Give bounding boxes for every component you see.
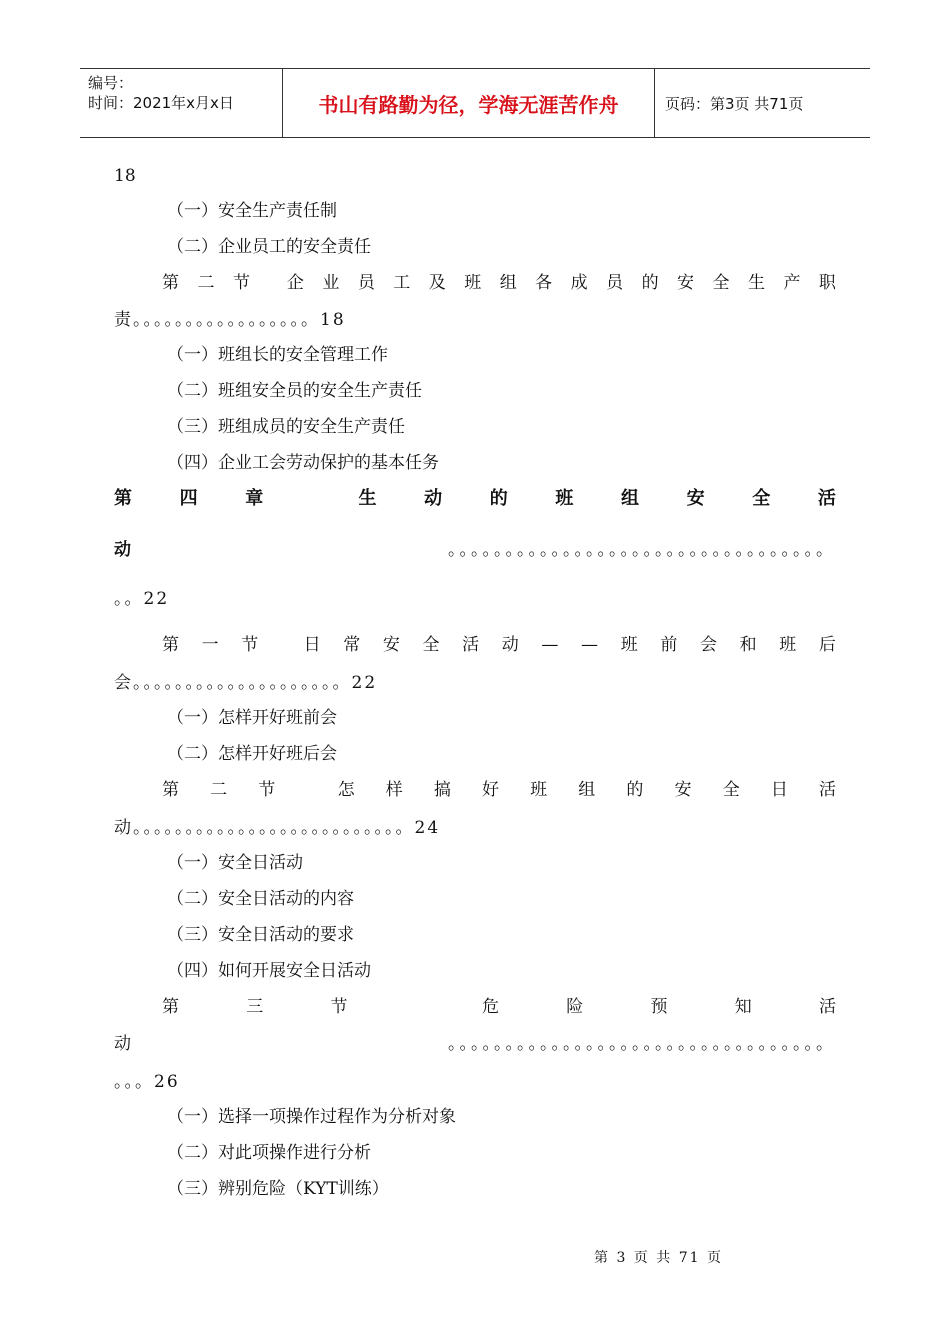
- heading-char: 组: [578, 780, 596, 800]
- toc-section-continuation-head: 动: [114, 1034, 131, 1054]
- heading-char: 日: [303, 635, 321, 655]
- heading-char: 第: [114, 488, 132, 509]
- heading-char: 搞: [433, 780, 451, 800]
- toc-chapter-continuation-head: 动: [114, 540, 131, 560]
- heading-char: 险: [566, 997, 584, 1017]
- heading-char: 班: [464, 273, 482, 293]
- heading-char: 产: [783, 273, 801, 293]
- heading-char: 及: [428, 273, 446, 293]
- heading-char: 会: [699, 635, 717, 655]
- heading-char: 二: [197, 273, 215, 293]
- heading-char: 后: [818, 635, 836, 655]
- heading-char: 企: [286, 273, 304, 293]
- heading-char: 活: [462, 635, 480, 655]
- toc-section-continuation: [114, 1033, 836, 1055]
- toc-item: （二）怎样开好班后会: [167, 744, 337, 764]
- heading-char: 班: [620, 635, 638, 655]
- toc-item: （一）选择一项操作过程作为分析对象: [167, 1107, 456, 1127]
- toc-item: （三）班组成员的安全生产责任: [167, 417, 405, 437]
- heading-char: 活: [819, 997, 836, 1017]
- toc-item: （一）安全日活动: [167, 853, 303, 873]
- heading-char: 好: [481, 780, 499, 800]
- heading-char: 节: [232, 273, 250, 293]
- toc-item: （三）辨别危险（KYT训练）: [167, 1179, 389, 1199]
- heading-char: 动: [424, 488, 443, 509]
- heading-char: —: [541, 635, 559, 655]
- heading-char: 职: [818, 273, 836, 293]
- heading-char: 活: [818, 780, 836, 800]
- toc-item: （三）安全日活动的要求: [167, 925, 354, 945]
- toc-leader-dots: 。。。。。。。。。。。。。。。。。。。。。。。。。。。。。。。。。: [448, 1034, 836, 1054]
- heading-char: 第: [162, 997, 179, 1017]
- toc-item: （二）安全日活动的内容: [167, 889, 354, 909]
- heading-char: 第: [162, 273, 179, 293]
- heading-char: 和: [739, 635, 757, 655]
- heading-char: 员: [606, 273, 624, 293]
- heading-char: 动: [501, 635, 519, 655]
- toc-chapter-heading: [114, 488, 836, 510]
- heading-char: 一: [201, 635, 219, 655]
- heading-char: 成: [570, 273, 588, 293]
- heading-char: 班: [779, 635, 797, 655]
- heading-char: 节: [330, 997, 348, 1017]
- heading-char: 章: [245, 488, 264, 509]
- heading-char: 班: [530, 780, 548, 800]
- heading-char: 知: [734, 997, 752, 1017]
- toc-item: （一）班组长的安全管理工作: [167, 345, 388, 365]
- heading-char: 全: [752, 488, 771, 509]
- heading-char: 安: [677, 273, 695, 293]
- heading-char: 第: [162, 635, 179, 655]
- heading-char: 危: [482, 997, 499, 1017]
- toc-page-ref: 。。。26: [114, 1072, 180, 1092]
- heading-char: 常: [343, 635, 361, 655]
- heading-char: 全: [712, 273, 730, 293]
- heading-char: 的: [641, 273, 659, 293]
- toc-item: （二）企业员工的安全责任: [167, 237, 371, 257]
- toc-item: （一）怎样开好班前会: [167, 708, 337, 728]
- heading-char: 组: [621, 488, 639, 509]
- heading-char: 节: [241, 635, 259, 655]
- heading-char: 日: [770, 780, 788, 800]
- heading-char: 怎: [337, 780, 355, 800]
- toc-section-continuation: 动。。。。。。。。。。。。。。。。。。。。。。。。。。24: [114, 818, 441, 838]
- page-footer: 第 3 页 共 71 页: [594, 1250, 723, 1266]
- toc-section-continuation: 责。。。。。。。。。。。。。。。。。18: [114, 310, 346, 330]
- toc-section-heading: [162, 634, 836, 656]
- page-header: [80, 68, 870, 138]
- heading-char: 生: [747, 273, 765, 293]
- toc-section-heading: [162, 272, 836, 294]
- heading-char: 全: [722, 780, 740, 800]
- header-meta: [80, 69, 282, 137]
- heading-char: 各: [535, 273, 553, 293]
- heading-char: 安: [686, 488, 705, 509]
- heading-char: 员: [357, 273, 375, 293]
- heading-char: 三: [246, 997, 264, 1017]
- heading-char: 第: [162, 780, 179, 800]
- header-motto: 书山有路勤为径，学海无涯苦作舟: [282, 69, 655, 137]
- toc-item: （一）安全生产责任制: [167, 201, 337, 221]
- heading-char: 四: [179, 488, 198, 509]
- heading-char: 的: [626, 780, 644, 800]
- toc-page-ref: 。。22: [114, 589, 170, 609]
- toc-item: （二）对此项操作进行分析: [167, 1143, 371, 1163]
- heading-char: 安: [382, 635, 400, 655]
- toc-chapter-continuation: [114, 539, 836, 561]
- heading-char: 组: [499, 273, 517, 293]
- heading-char: 班: [555, 488, 574, 509]
- heading-char: 安: [674, 780, 692, 800]
- heading-char: 样: [385, 780, 403, 800]
- document-time-label: 时间：2021年x月x日: [88, 94, 234, 112]
- heading-char: 预: [650, 997, 668, 1017]
- document-number-label: 编号：: [88, 74, 134, 92]
- toc-item: （二）班组安全员的安全生产责任: [167, 381, 422, 401]
- heading-char: —: [581, 635, 599, 655]
- heading-char: 全: [422, 635, 440, 655]
- heading-char: 活: [817, 488, 836, 509]
- heading-char: 节: [258, 780, 276, 800]
- heading-char: 的: [489, 488, 508, 509]
- heading-char: 前: [660, 635, 678, 655]
- heading-char: 业: [322, 273, 340, 293]
- toc-section-continuation: 会。。。。。。。。。。。。。。。。。。。。22: [114, 673, 378, 693]
- toc-line-page-ref: 18: [114, 166, 136, 186]
- heading-char: 工: [393, 273, 411, 293]
- heading-char: 二: [210, 780, 228, 800]
- header-page-number: 页码：第3页 共71页: [665, 94, 804, 113]
- toc-leader-dots: 。。。。。。。。。。。。。。。。。。。。。。。。。。。。。。。。。: [448, 540, 836, 560]
- heading-char: 生: [358, 488, 377, 509]
- toc-item: （四）企业工会劳动保护的基本任务: [167, 453, 439, 473]
- toc-section-heading: [162, 996, 836, 1018]
- toc-section-heading: [162, 779, 836, 801]
- toc-item: （四）如何开展安全日活动: [167, 961, 371, 981]
